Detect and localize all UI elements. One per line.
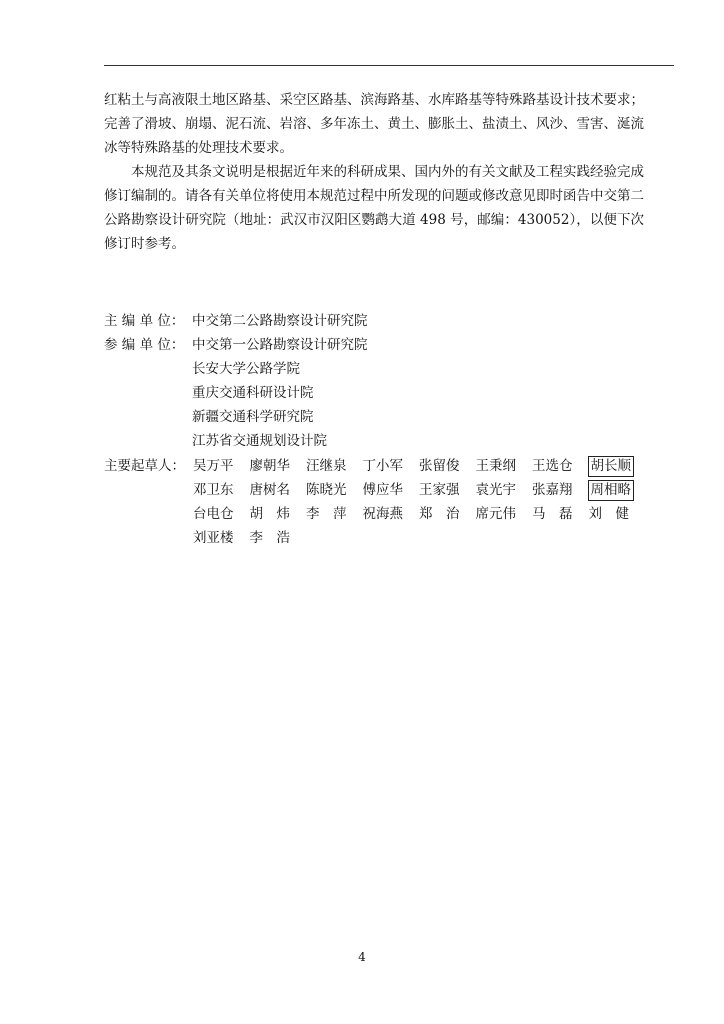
drafter-name: 刘 健 [588, 506, 629, 522]
drafter-name: 邓卫东 [193, 482, 234, 498]
drafters-names [192, 455, 648, 477]
drafters-label: 主要起草人： [104, 458, 185, 474]
header-rule [104, 65, 674, 66]
participating-unit-label: 参 编 单 位： [104, 337, 185, 353]
drafter-name: 汪继泉 [306, 458, 347, 474]
drafter-name: 张嘉翔 [532, 482, 573, 498]
drafter-name: 李 浩 [249, 530, 290, 546]
participating-unit-name: 长安大学公路学院 [192, 361, 300, 377]
participating-unit-name: 中交第一公路勘察设计研究院 [192, 337, 368, 353]
drafter-name: 丁小军 [362, 458, 403, 474]
drafter-name: 胡 炜 [249, 506, 290, 522]
drafter-name: 张留俊 [419, 458, 460, 474]
drafter-name: 傅应华 [362, 482, 403, 498]
paragraph-2: 本规范及其条文说明是根据近年来的科研成果、国内外的有关文献及工程实践经验完成修订编制的。请各有关单位将使用本规范过程中所发现的问题或修改意见即时函告中交第二公路勘察设计研究院（地址：武汉市汉阳区鹦鹉大道 498 号，邮编：430052），以便下次修订时参考。 [104, 164, 644, 252]
participating-unit-name: 重庆交通科研设计院 [192, 385, 314, 401]
drafter-name: 台电仓 [193, 506, 234, 522]
drafter-name: 王家强 [419, 482, 460, 498]
page-number: 4 [358, 950, 366, 964]
drafter-name: 李 萍 [306, 506, 347, 522]
drafter-name-boxed: 胡长顺 [588, 456, 635, 477]
drafter-name: 马 磊 [532, 506, 573, 522]
paragraph-1: 红粘土与高液限土地区路基、采空区路基、滨海路基、水库路基等特殊路基设计技术要求；完善了滑坡、崩塌、泥石流、岩溶、多年冻土、黄土、膨胀土、盐渍土、风沙、雪害、涎流冰等特殊路基的处理技术要求。 [104, 92, 644, 156]
drafter-name: 陈晓光 [306, 482, 347, 498]
drafter-name: 祝海燕 [362, 506, 403, 522]
drafter-name: 袁光宇 [475, 482, 516, 498]
participating-unit-name: 新疆交通科学研究院 [192, 409, 314, 425]
drafters-names [192, 479, 648, 501]
drafter-name: 席元伟 [475, 506, 516, 522]
drafter-name: 吴万平 [193, 458, 234, 474]
drafter-name: 王选仓 [532, 458, 573, 474]
drafter-name: 王秉纲 [475, 458, 516, 474]
drafter-name: 刘亚楼 [193, 530, 234, 546]
drafters-names [192, 503, 644, 525]
drafter-name-boxed: 周相略 [588, 480, 635, 501]
drafter-name: 郑 治 [419, 506, 460, 522]
drafter-name: 唐树名 [249, 482, 290, 498]
drafter-name: 廖朝华 [249, 458, 290, 474]
chief-unit-name: 中交第二公路勘察设计研究院 [192, 313, 368, 329]
chief-unit-label: 主 编 单 位： [104, 313, 185, 329]
drafters-names [192, 527, 305, 549]
participating-unit-name: 江苏省交通规划设计院 [192, 433, 327, 449]
